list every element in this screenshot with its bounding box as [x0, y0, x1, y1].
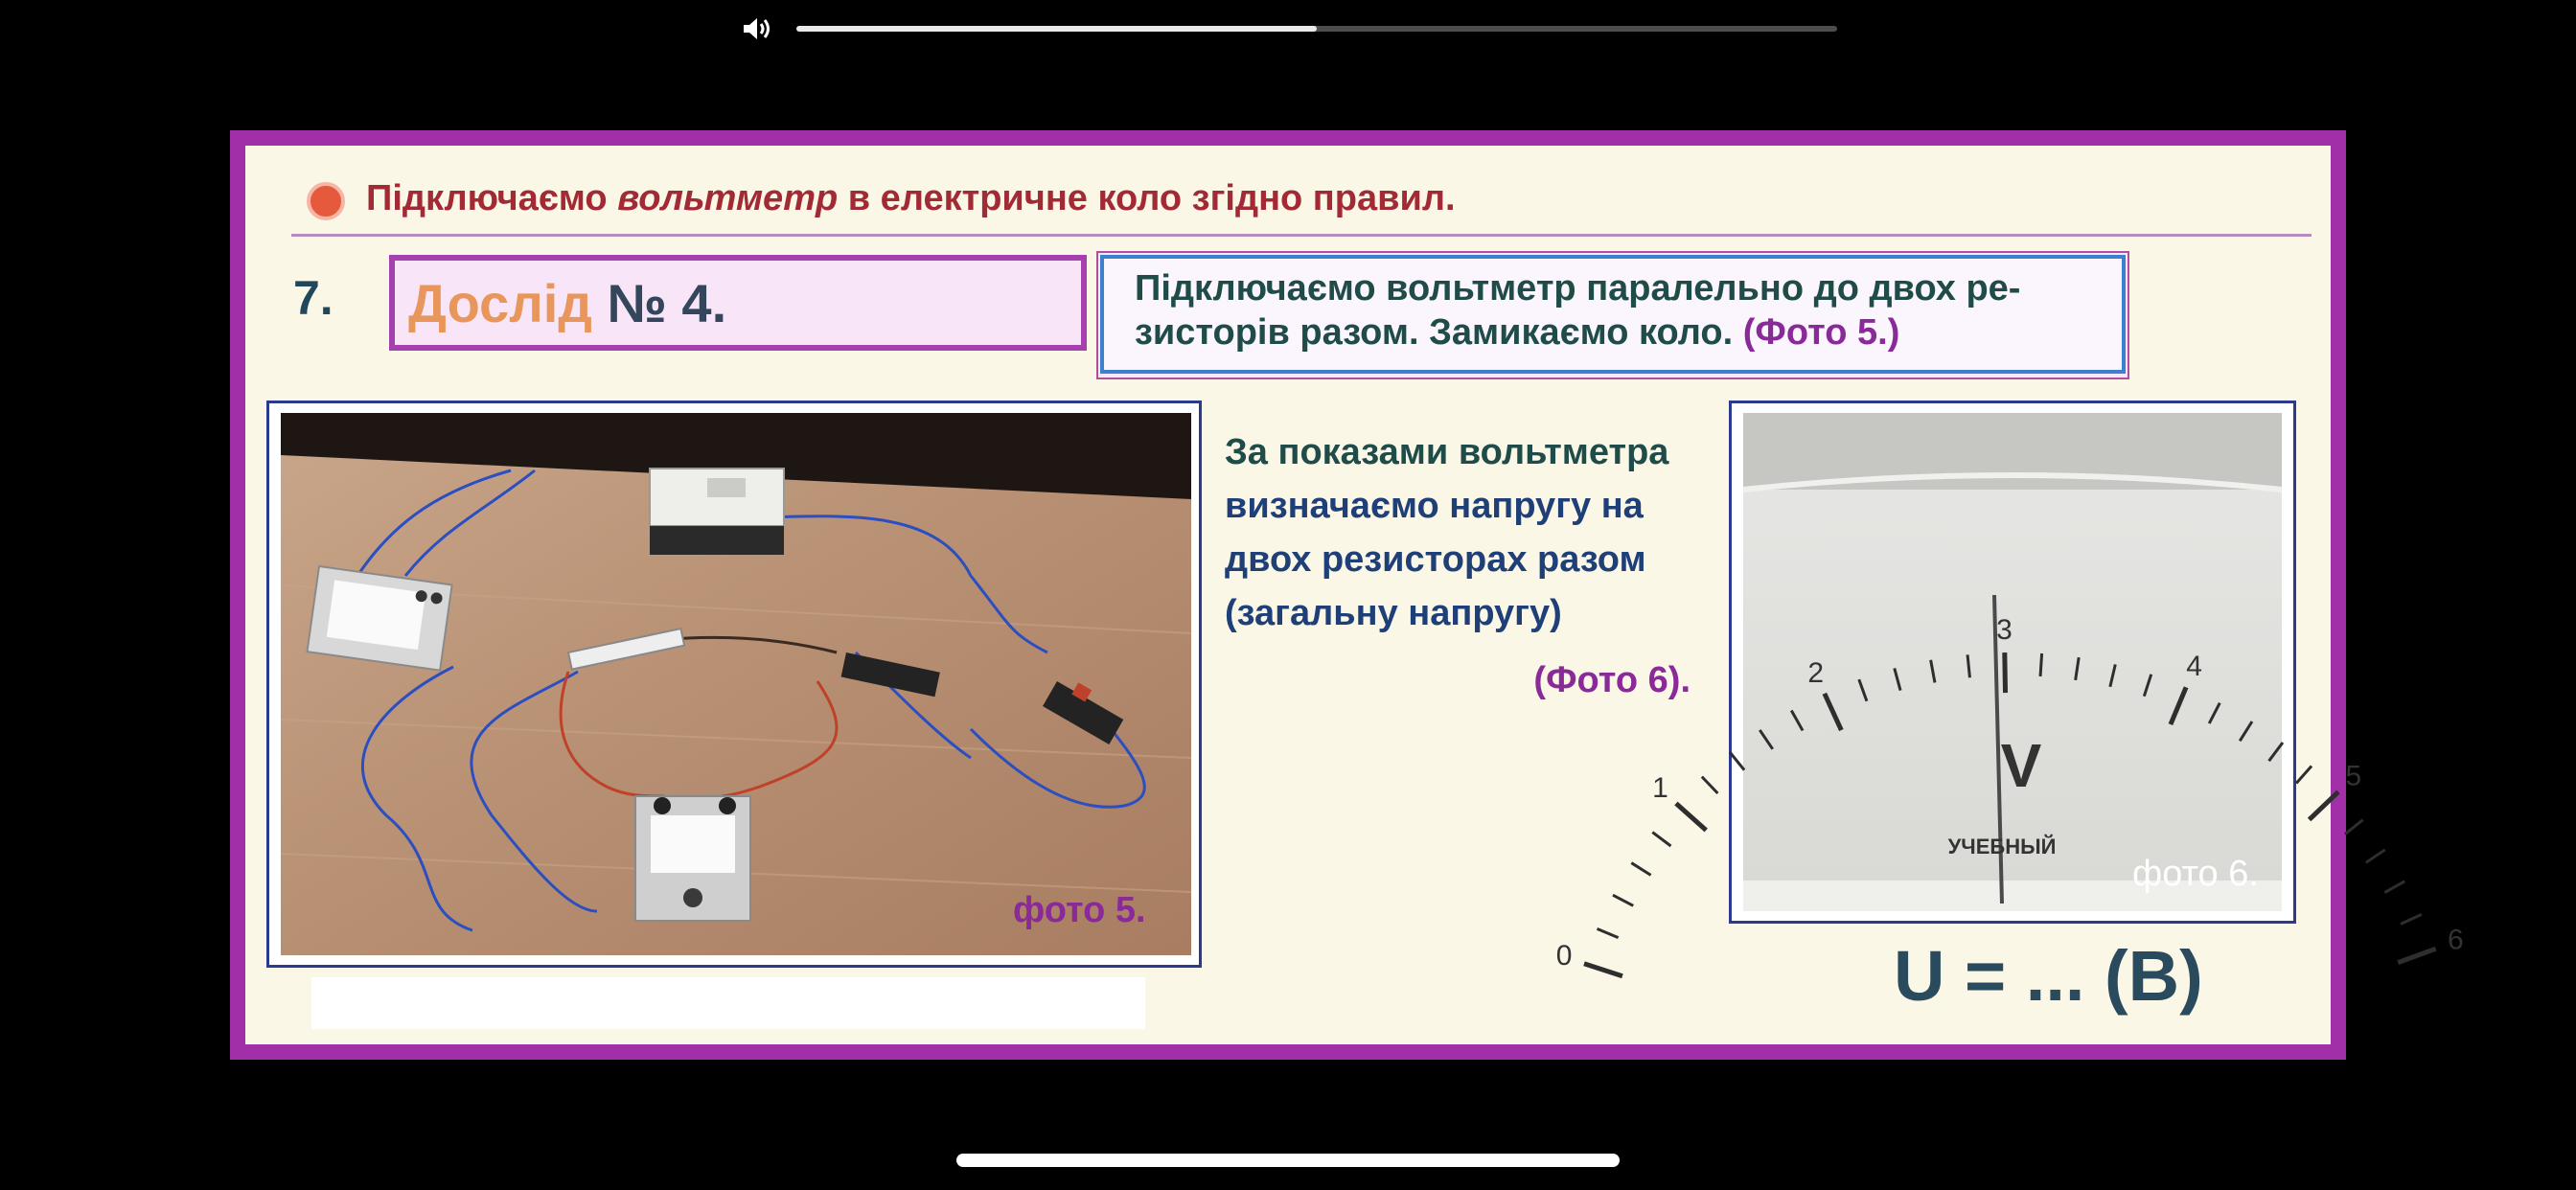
photo-5-frame — [266, 400, 1202, 968]
scale-minor-tick — [2384, 881, 2404, 893]
scale-tick-label: 6 — [2447, 924, 2464, 956]
slide-heading: Підключаємо вольтметр в електричне коло згідно правил. — [366, 178, 1456, 218]
description-line-1: За показами вольтметра — [1225, 432, 1669, 472]
scale-major-tick — [2310, 791, 2338, 819]
meter-unit: V — [2000, 731, 2042, 800]
description-line-2: визначаємо напругу на — [1225, 486, 1644, 526]
scale-minor-tick — [1730, 752, 1744, 770]
meter-label: УЧЕБНЫЙ — [1947, 835, 2057, 858]
scale-major-tick — [1584, 964, 1622, 976]
description-line-3: двох резисторах разом — [1225, 539, 1646, 580]
scale-major-tick — [1676, 804, 1706, 831]
scale-tick-label: 0 — [1555, 939, 1573, 972]
scale-minor-tick — [2345, 820, 2363, 835]
experiment-title-box — [389, 255, 1087, 351]
photo-5-caption: фото 5. — [1013, 890, 1146, 930]
scale-tick-label: 1 — [1652, 771, 1668, 804]
instruction-box — [1096, 251, 2129, 379]
scale-major-tick — [2005, 652, 2006, 693]
voltage-formula: U = ... (B) — [1894, 936, 2203, 1016]
presentation-slide — [230, 130, 2464, 1060]
volume-slider[interactable] — [796, 26, 1837, 32]
scale-minor-tick — [1652, 833, 1670, 846]
instruction-line-2: зисторів разом. Замикаємо коло. (Фото 5.) — [1135, 312, 1900, 353]
instruction-inner — [1100, 255, 2126, 374]
volume-slider-fill — [796, 26, 1317, 32]
photo-6-frame — [1555, 400, 2464, 972]
blank-strip — [311, 977, 1145, 1029]
scale-minor-tick — [1613, 895, 1633, 905]
slide-content — [245, 146, 2464, 1044]
experiment-title: Дослід № 4. — [408, 273, 727, 333]
scale-tick-label: 3 — [1996, 614, 2012, 647]
volume-icon[interactable] — [742, 15, 772, 42]
instruction-line-1: Підключаємо вольтметр паралельно до двох ре- — [1135, 268, 2021, 309]
scale-minor-tick — [2366, 850, 2385, 862]
scale-minor-tick — [2040, 653, 2042, 676]
scale-tick-label: 2 — [1807, 656, 1825, 689]
video-player-bar — [0, 0, 2576, 57]
scale-minor-tick — [1598, 928, 1619, 937]
description-photo-ref: (Фото 6). — [1533, 660, 1690, 700]
item-number: 7. — [293, 271, 334, 325]
scale-minor-tick — [1631, 863, 1650, 876]
scale-minor-tick — [2401, 914, 2422, 924]
home-indicator[interactable] — [956, 1154, 1620, 1167]
heading-divider — [291, 234, 2312, 237]
scale-tick-label: 5 — [2345, 760, 2362, 792]
scale-minor-tick — [2296, 767, 2312, 784]
scale-minor-tick — [1702, 777, 1718, 793]
bullet-icon — [307, 182, 345, 220]
description-line-4: (загальну напругу) — [1225, 593, 1562, 633]
description-text — [1225, 425, 1690, 707]
scale-tick-label: 4 — [2186, 651, 2202, 683]
scale-major-tick — [2398, 949, 2435, 962]
photo-6-caption: фото 6. — [2132, 854, 2259, 894]
circuit-photo — [281, 413, 1191, 955]
